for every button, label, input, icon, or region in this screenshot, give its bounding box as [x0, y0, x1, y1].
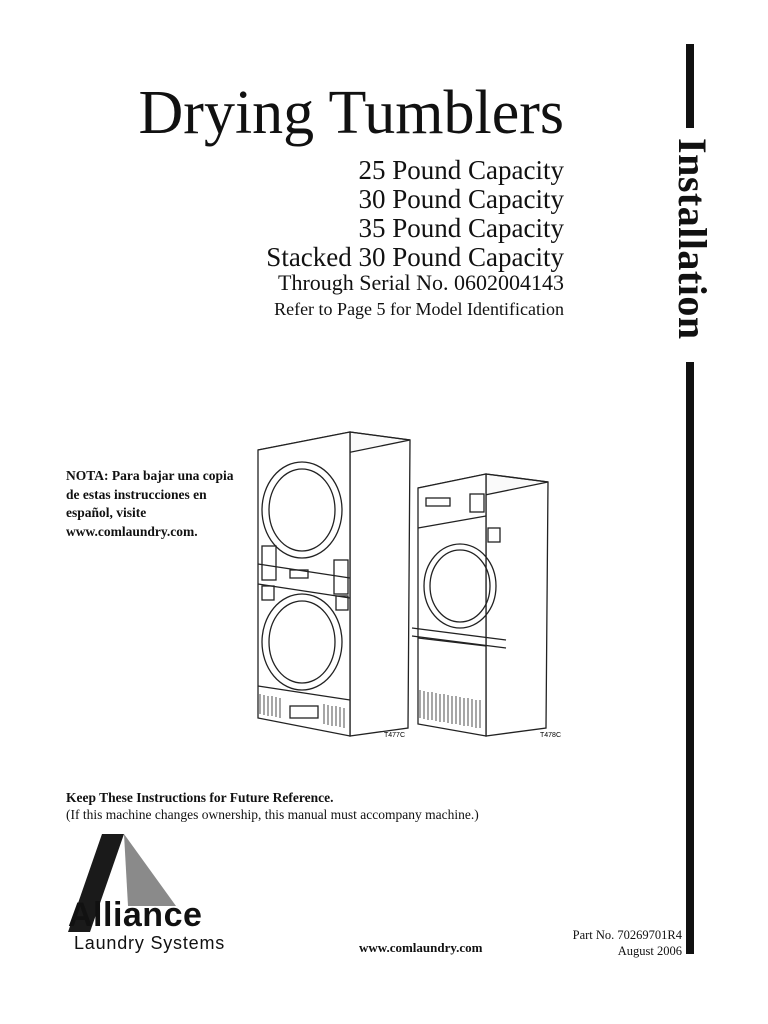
capacity-25: 25 Pound Capacity	[358, 155, 564, 185]
ownership-note: (If this machine changes ownership, this manual must accompany machine.)	[66, 807, 479, 822]
capacity-35: 35 Pound Capacity	[358, 213, 564, 243]
logo-subline: Laundry Systems	[74, 933, 226, 953]
figure-label-right: T478C	[540, 732, 562, 739]
capacity-30: 30 Pound Capacity	[358, 184, 564, 214]
page-title: Drying Tumblers	[138, 79, 564, 147]
spanish-note: NOTA: Para bajar una copia de estas instrucciones en español, visite www.comlaundry.com.	[66, 468, 234, 539]
capacity-stacked-30: Stacked 30 Pound Capacity	[266, 242, 564, 272]
serial-number: Through Serial No. 0602004143	[278, 270, 564, 295]
website-link[interactable]: www.comlaundry.com	[359, 940, 483, 955]
side-rule-top	[686, 44, 694, 128]
model-reference: Refer to Page 5 for Model Identification	[274, 299, 564, 319]
dryers-illustration	[250, 428, 580, 743]
side-title-text: Installation	[670, 138, 715, 340]
keep-instructions: Keep These Instructions for Future Reference.	[66, 790, 334, 805]
figure-label-left: T477C	[384, 732, 406, 739]
side-rule-bottom	[686, 362, 694, 954]
logo-wordmark: Alliance	[68, 896, 203, 934]
part-number: Part No. 70269701R4	[572, 928, 682, 942]
publication-date: August 2006	[617, 944, 682, 958]
part-number-block	[573, 927, 682, 959]
